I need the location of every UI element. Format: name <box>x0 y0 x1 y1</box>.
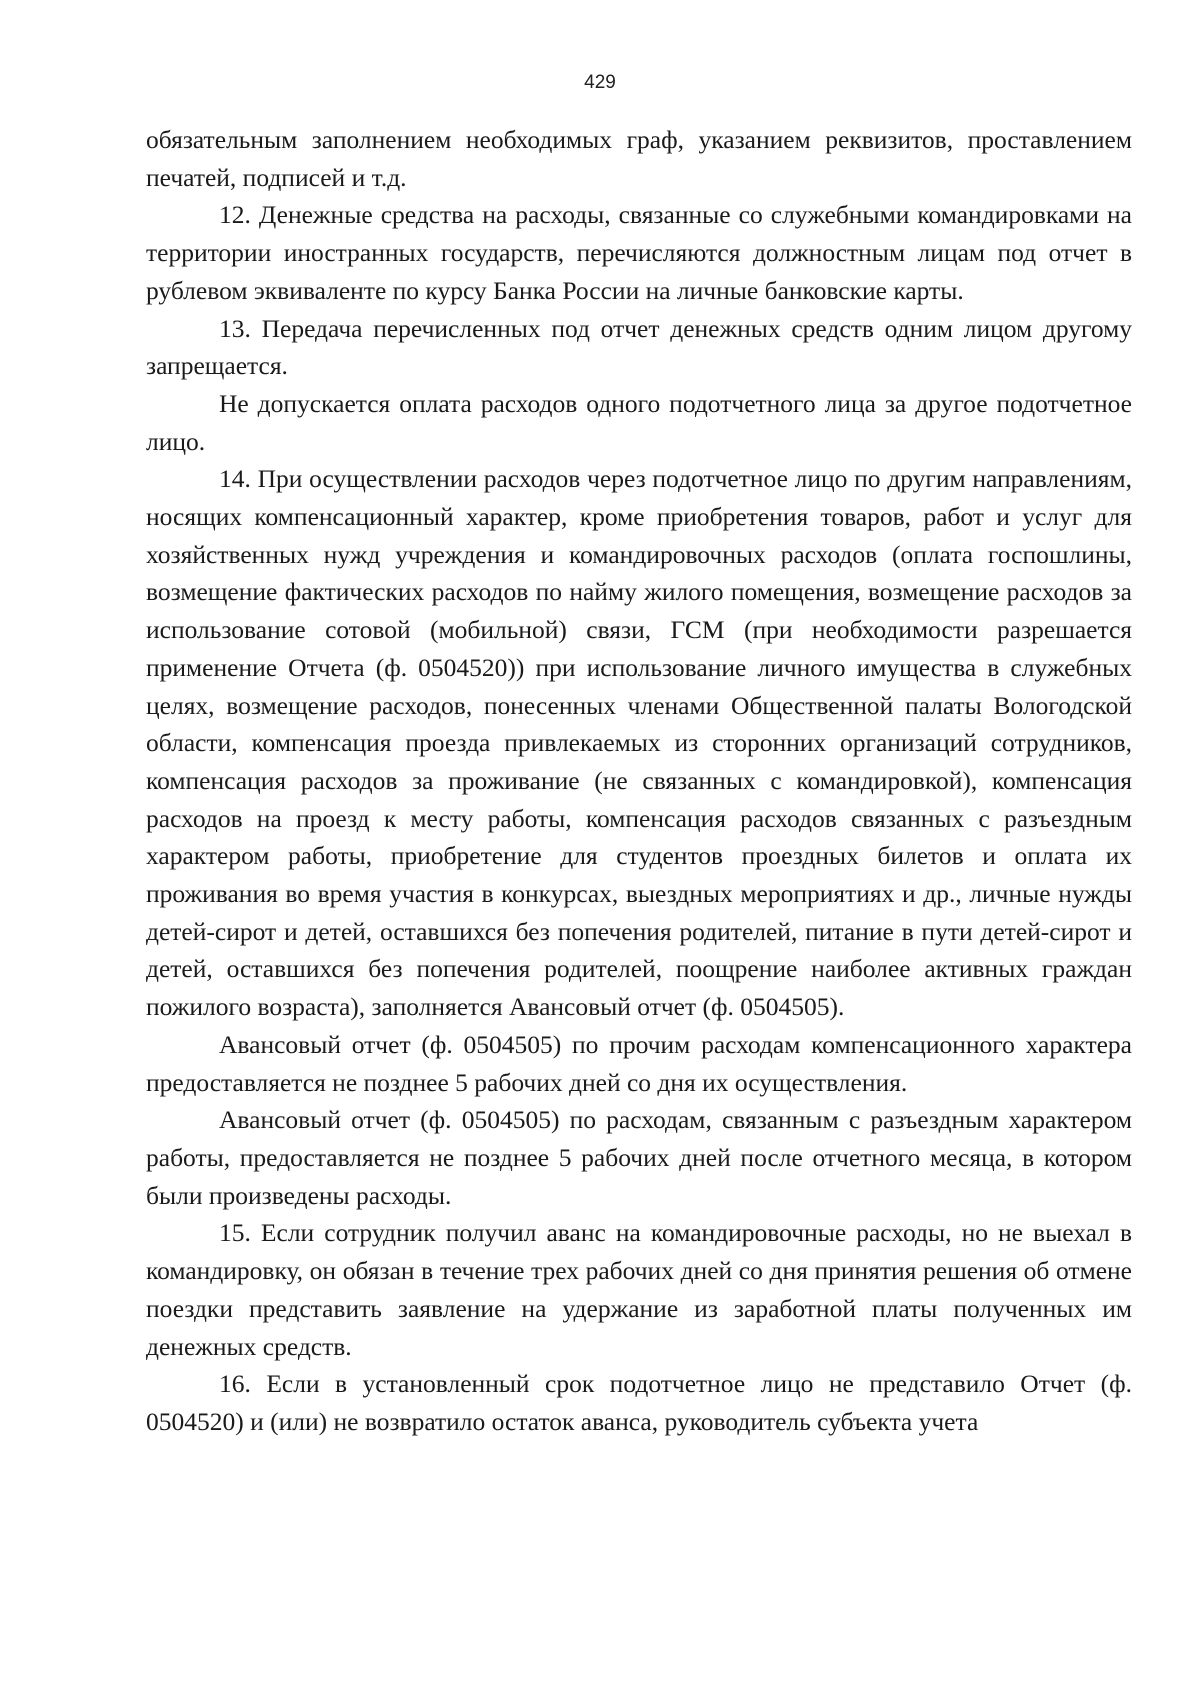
paragraph-12: 12. Денежные средства на расходы, связанные со служебными командировками на территории иностранных государств, перечисляются должностным лицам под отчет в рублевом эквиваленте по курсу Банка России на личные банковские карты. <box>146 200 1132 305</box>
paragraph-13: 13. Передача перечисленных под отчет денежных средств одним лицом другому запрещается. <box>146 313 1132 381</box>
paragraph-14-note-1: Авансовый отчет (ф. 0504505) по прочим расходам компенсационного характера предоставляется не позднее 5 рабочих дней со дня их осуществления. <box>146 1029 1132 1097</box>
paragraph-15: 15. Если сотрудник получил аванс на командировочные расходы, но не выехал в командировку, он обязан в течение трех рабочих дней со дня принятия решения об отмене поездки представить заявление на удержание из заработной платы полученных им денежных средств. <box>146 1218 1132 1361</box>
paragraph-14: 14. При осуществлении расходов через подотчетное лицо по другим направлениям, носящих компенсационный характер, кроме приобретения товаров, работ и услуг для хозяйственных нужд учреждения и командировочных расходов (оплата госпошлины, возмещение фактических расходов по найму жилого помещения, возмещение расходов за использование сотовой (мобильной) связи, ГСМ (при необходимости разрешается применение Отчета (ф. 0504520)) при использование личного имущества в служебных целях, возмещение расходов, понесенных членами Общественной палаты Вологодской области, компенсация проезда привлекаемых из сторонних организаций сотрудников, компенсация расходов за проживание (не связанных с командировкой), компенсация расходов на проезд к месту работы, компенсация расходов связанных с разъездным характером работы, приобретение для студентов проездных билетов и оплата их проживания во время участия в конкурсах, выездных мероприятиях и др., личные нужды детей-сирот и детей, оставшихся без попечения родителей, питание в пути детей-сирот и детей, оставшихся без попечения родителей, поощрение наиболее активных граждан пожилого возраста), заполняется Авансовый отчет (ф. 0504505). <box>146 464 1132 1022</box>
paragraph-13-note: Не допускается оплата расходов одного подотчетного лица за другое подотчетное лицо. <box>146 388 1132 456</box>
paragraph-14-note-2: Авансовый отчет (ф. 0504505) по расходам, связанным с разъездным характером работы, предоставляется не позднее 5 рабочих дней после отчетного месяца, в котором были произведены расходы. <box>146 1105 1132 1210</box>
paragraph-continuation: обязательным заполнением необходимых граф, указанием реквизитов, проставлением печатей, подписей и т.д. <box>146 125 1132 192</box>
page-number: 429 <box>584 72 616 93</box>
paragraph-16: 16. Если в установленный срок подотчетное лицо не представило Отчет (ф. 0504520) и (или) не возвратило остаток аванса, руководитель субъекта учета <box>146 1369 1132 1436</box>
document-body <box>146 121 1132 1441</box>
